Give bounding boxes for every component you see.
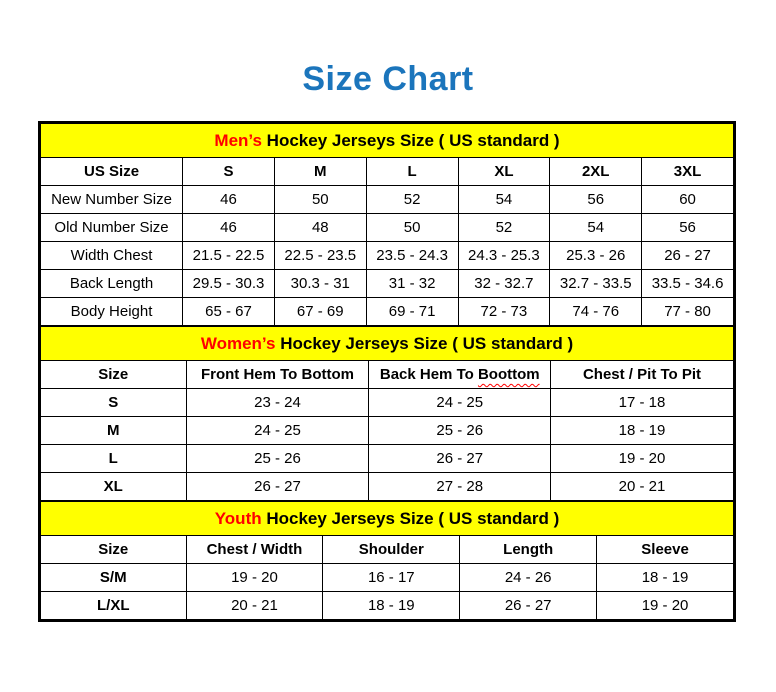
table-row — [41, 564, 734, 592]
cell-value: 26 - 27 — [369, 445, 551, 473]
table-row — [41, 417, 734, 445]
cell-value: 67 - 69 — [274, 298, 366, 326]
row-label: S/M — [41, 564, 187, 592]
womens-section-title: Women’s Hockey Jerseys Size ( US standard ) — [41, 327, 734, 361]
womens-section-band — [41, 327, 734, 361]
mens-section-title: Men’s Hockey Jerseys Size ( US standard ) — [41, 124, 734, 158]
table-row — [41, 592, 734, 620]
cell-value: 48 — [274, 214, 366, 242]
cell-value: 20 - 21 — [186, 592, 323, 620]
table-row — [41, 186, 734, 214]
cell-value: 31 - 32 — [366, 270, 458, 298]
row-label: L — [41, 445, 187, 473]
cell-value: 25 - 26 — [186, 445, 369, 473]
table-row — [41, 270, 734, 298]
table-row — [41, 445, 734, 473]
cell-value: 54 — [550, 214, 642, 242]
cell-value: 17 - 18 — [551, 389, 734, 417]
cell-value: 24 - 25 — [369, 389, 551, 417]
cell-value: 32 - 32.7 — [458, 270, 550, 298]
table-row — [41, 473, 734, 501]
size-chart-tables — [38, 121, 736, 622]
womens-section-highlight: Women’s — [200, 333, 276, 353]
column-header: L — [366, 158, 458, 186]
column-header: Front Hem To Bottom — [186, 361, 369, 389]
mens-header-row — [41, 158, 734, 186]
cell-value: 23.5 - 24.3 — [366, 242, 458, 270]
cell-value: 60 — [642, 186, 734, 214]
row-label: M — [41, 417, 187, 445]
cell-value: 56 — [550, 186, 642, 214]
cell-value: 72 - 73 — [458, 298, 550, 326]
cell-value: 77 - 80 — [642, 298, 734, 326]
table-row — [41, 389, 734, 417]
cell-value: 18 - 19 — [551, 417, 734, 445]
cell-value: 23 - 24 — [186, 389, 369, 417]
cell-value: 46 — [183, 186, 275, 214]
column-header: Back Hem To Boottom — [369, 361, 551, 389]
cell-value: 26 - 27 — [460, 592, 597, 620]
row-label: Width Chest — [41, 242, 183, 270]
row-label: Body Height — [41, 298, 183, 326]
column-header: Shoulder — [323, 536, 460, 564]
cell-value: 18 - 19 — [597, 564, 734, 592]
column-header: 3XL — [642, 158, 734, 186]
cell-value: 24 - 25 — [186, 417, 369, 445]
cell-value: 19 - 20 — [551, 445, 734, 473]
womens-header-row — [41, 361, 734, 389]
page-title: Size Chart — [302, 60, 474, 98]
column-header: M — [274, 158, 366, 186]
mens-size-table — [40, 123, 734, 326]
cell-value: 50 — [274, 186, 366, 214]
table-row — [41, 214, 734, 242]
cell-value: 69 - 71 — [366, 298, 458, 326]
column-header: Chest / Pit To Pit — [551, 361, 734, 389]
womens-size-table — [40, 326, 734, 501]
cell-value: 54 — [458, 186, 550, 214]
cell-value: 33.5 - 34.6 — [642, 270, 734, 298]
cell-value: 30.3 - 31 — [274, 270, 366, 298]
column-header: Sleeve — [597, 536, 734, 564]
misspelled-word: Boottom — [477, 366, 540, 383]
cell-value: 65 - 67 — [183, 298, 275, 326]
row-label: Old Number Size — [41, 214, 183, 242]
row-label: New Number Size — [41, 186, 183, 214]
row-label: Back Length — [41, 270, 183, 298]
column-header: 2XL — [550, 158, 642, 186]
youth-section-title: Youth Hockey Jerseys Size ( US standard ) — [41, 502, 734, 536]
cell-value: 26 - 27 — [186, 473, 369, 501]
youth-size-table — [40, 501, 734, 620]
cell-value: 24 - 26 — [460, 564, 597, 592]
table-row — [41, 298, 734, 326]
cell-value: 52 — [458, 214, 550, 242]
column-header: Size — [41, 536, 187, 564]
cell-value: 74 - 76 — [550, 298, 642, 326]
youth-section-highlight: Youth — [214, 508, 262, 528]
cell-value: 21.5 - 22.5 — [183, 242, 275, 270]
cell-value: 22.5 - 23.5 — [274, 242, 366, 270]
column-header: Chest / Width — [186, 536, 323, 564]
row-label: S — [41, 389, 187, 417]
youth-section-band — [41, 502, 734, 536]
mens-section-band — [41, 124, 734, 158]
cell-value: 16 - 17 — [323, 564, 460, 592]
cell-value: 46 — [183, 214, 275, 242]
cell-value: 19 - 20 — [597, 592, 734, 620]
cell-value: 24.3 - 25.3 — [458, 242, 550, 270]
cell-value: 29.5 - 30.3 — [183, 270, 275, 298]
youth-header-row — [41, 536, 734, 564]
column-header: Length — [460, 536, 597, 564]
column-header: S — [183, 158, 275, 186]
column-header: US Size — [41, 158, 183, 186]
cell-value: 52 — [366, 186, 458, 214]
cell-value: 50 — [366, 214, 458, 242]
mens-section-highlight: Men’s — [214, 130, 262, 150]
column-header: XL — [458, 158, 550, 186]
cell-value: 20 - 21 — [551, 473, 734, 501]
cell-value: 25.3 - 26 — [550, 242, 642, 270]
cell-value: 18 - 19 — [323, 592, 460, 620]
cell-value: 32.7 - 33.5 — [550, 270, 642, 298]
table-row — [41, 242, 734, 270]
cell-value: 27 - 28 — [369, 473, 551, 501]
cell-value: 26 - 27 — [642, 242, 734, 270]
cell-value: 19 - 20 — [186, 564, 323, 592]
row-label: XL — [41, 473, 187, 501]
cell-value: 25 - 26 — [369, 417, 551, 445]
cell-value: 56 — [642, 214, 734, 242]
row-label: L/XL — [41, 592, 187, 620]
column-header: Size — [41, 361, 187, 389]
